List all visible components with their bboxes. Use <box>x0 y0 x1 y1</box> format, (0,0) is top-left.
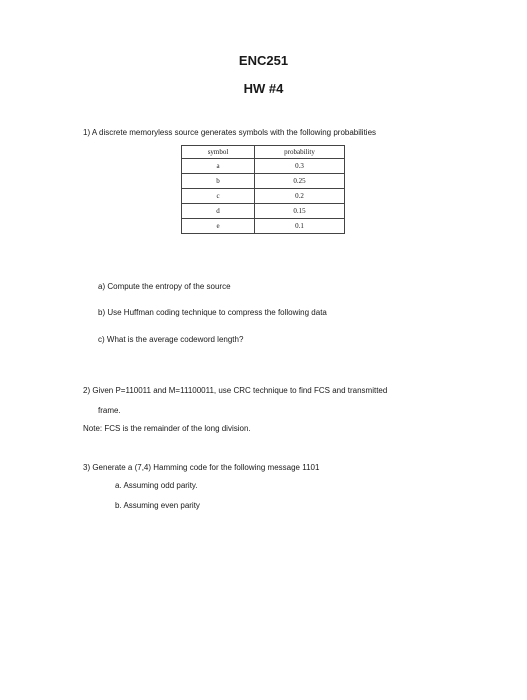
table-row <box>182 204 345 219</box>
question-3-part-a: a. Assuming odd parity. <box>115 481 198 490</box>
probability-table <box>181 145 345 234</box>
probability-cell: 0.25 <box>255 174 345 189</box>
table-row <box>182 174 345 189</box>
course-code: ENC251 <box>238 53 289 68</box>
question-3-part-b: b. Assuming even parity <box>115 501 200 510</box>
question-1-part-a: a) Compute the entropy of the source <box>98 282 231 291</box>
table-row <box>182 189 345 204</box>
question-2-note: Note: FCS is the remainder of the long division. <box>83 424 251 433</box>
table-row <box>182 219 345 234</box>
probability-cell: 0.15 <box>255 204 345 219</box>
probability-cell: 0.2 <box>255 189 345 204</box>
symbol-cell: b <box>182 174 255 189</box>
question-1-part-b: b) Use Huffman coding technique to compress the following data <box>98 308 327 317</box>
question-2-line-1: 2) Given P=110011 and M=11100011, use CRC technique to find FCS and transmitted <box>83 386 388 395</box>
question-1-part-c: c) What is the average codeword length? <box>98 335 244 344</box>
symbol-cell: e <box>182 219 255 234</box>
table-row <box>182 159 345 174</box>
probability-cell: 0.1 <box>255 219 345 234</box>
assignment-title: HW #4 <box>243 81 284 96</box>
question-1-prompt: 1) A discrete memoryless source generates symbols with the following probabilities <box>83 128 377 137</box>
table-header-row <box>182 146 345 159</box>
symbol-cell: a <box>182 159 255 174</box>
symbol-cell: d <box>182 204 255 219</box>
question-3-prompt: 3) Generate a (7,4) Hamming code for the following message 1101 <box>83 463 320 472</box>
column-header-probability: probability <box>255 146 345 159</box>
question-2-line-2: frame. <box>98 406 121 415</box>
probability-cell: 0.3 <box>255 159 345 174</box>
column-header-symbol: symbol <box>182 146 255 159</box>
symbol-cell: c <box>182 189 255 204</box>
